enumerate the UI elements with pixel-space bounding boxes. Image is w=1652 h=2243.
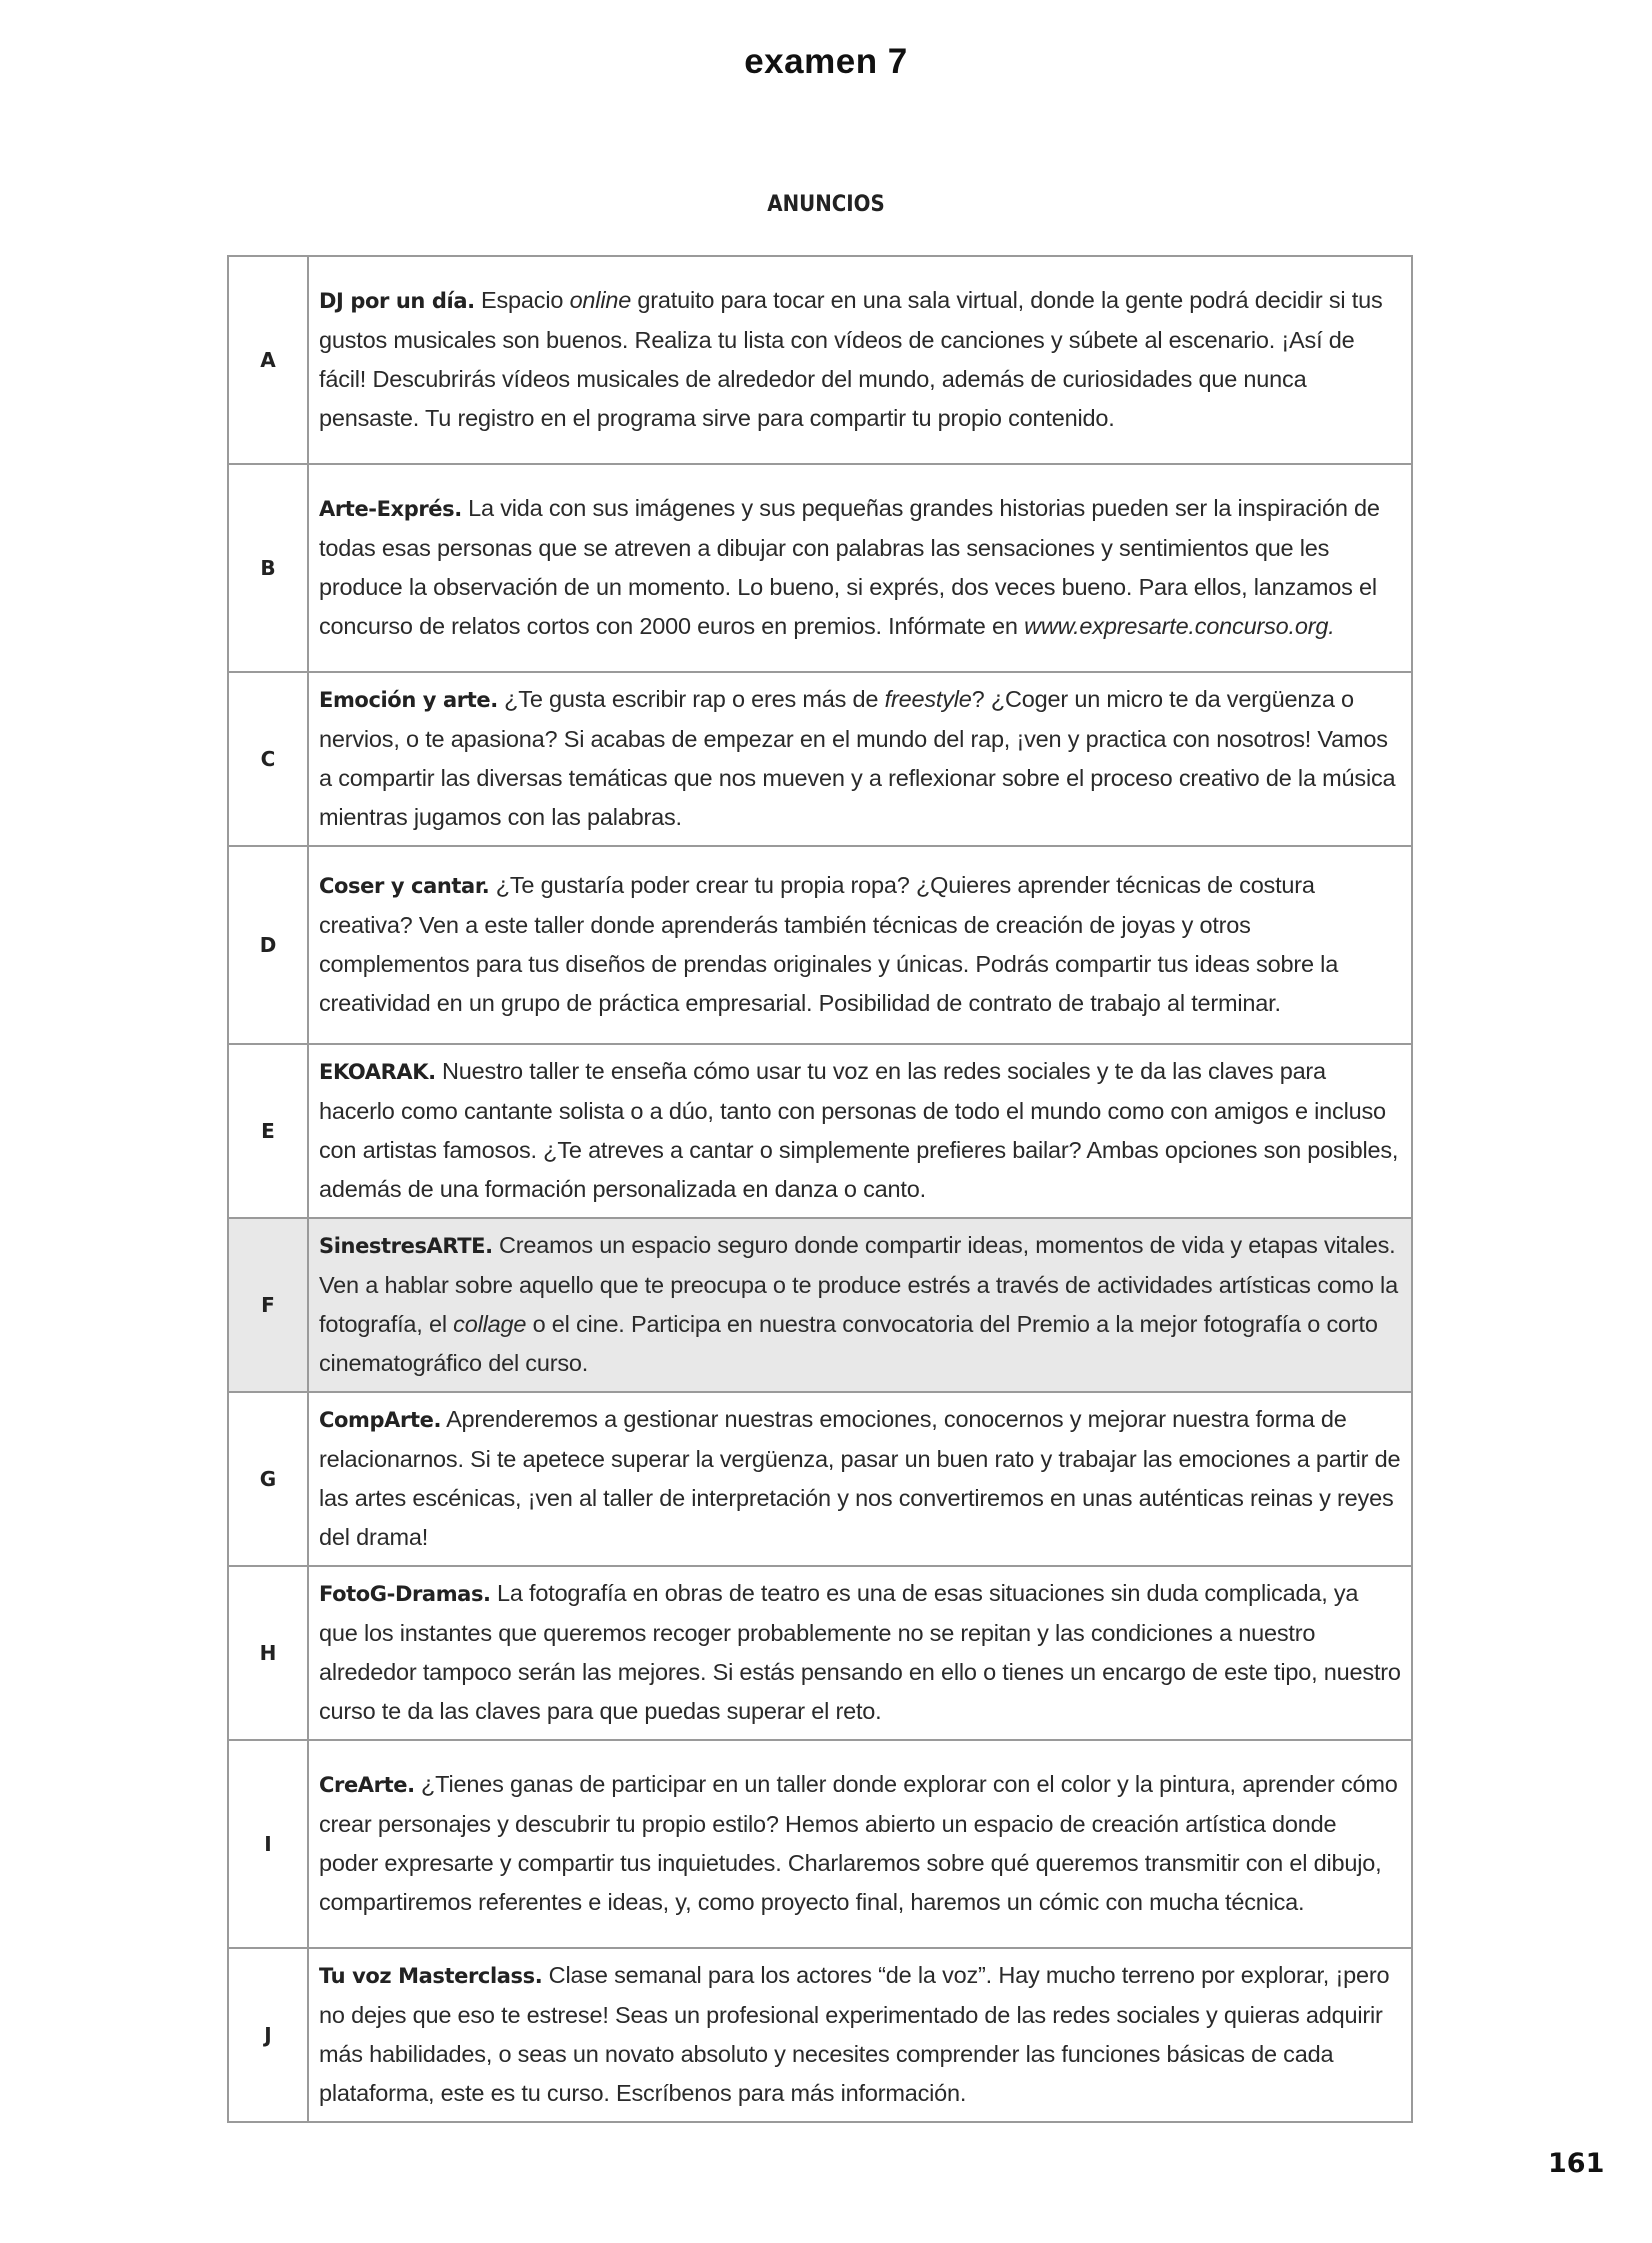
ad-text bbox=[308, 1392, 1412, 1566]
ad-letter: J bbox=[228, 1948, 308, 2122]
ad-body: Espacio bbox=[474, 287, 570, 313]
ad-title: Tu voz Masterclass. bbox=[319, 1964, 543, 1988]
ad-body: o el cine. Participa en nuestra convocatoria del Premio a la mejor fotografía o corto cinematográfico del curso. bbox=[319, 1311, 1378, 1376]
exam-title: examen 7 bbox=[744, 42, 908, 81]
ad-row-g bbox=[228, 1392, 1412, 1566]
ad-body: ¿Te gusta escribir rap o eres más de bbox=[497, 686, 885, 712]
ad-letter: I bbox=[228, 1740, 308, 1948]
ad-body-italic: online bbox=[569, 287, 632, 313]
ad-letter: B bbox=[228, 464, 308, 672]
ad-title: CreArte. bbox=[319, 1773, 415, 1797]
ad-body: ? ¿Coger un micro te da vergüenza o nervios, o te apasiona? Si acabas de empezar en el mundo del rap, ¡ven y practica con nosotros! Vamos a compartir las diversas temáticas que nos mueven y a reflexionar sobre el proceso creativo de la música mientras jugamos con las palabras. bbox=[319, 686, 1396, 830]
ad-body: ¿Tienes ganas de participar en un taller donde explorar con el color y la pintura, aprender cómo crear personajes y descubrir tu propio estilo? Hemos abierto un espacio de creación artística donde poder expresarte y compartir tus inquietudes. Charlaremos sobre qué queremos transmitir con el dibujo, compartiremos referentes e ideas, y, como proyecto final, haremos un cómic con mucha técnica. bbox=[319, 1771, 1398, 1915]
ad-text bbox=[308, 672, 1412, 846]
ad-body: La fotografía en obras de teatro es una de esas situaciones sin duda complicada, ya que los instantes que queremos recoger probablemente no se repitan y las condiciones a nuestro alrededor tampoco serán las mejores. Si estás pensando en ello o tienes un encargo de este tipo, nuestro curso te da las claves para que puedas superar el reto. bbox=[319, 1580, 1401, 1724]
ad-row-f bbox=[228, 1218, 1412, 1392]
ad-letter: E bbox=[228, 1044, 308, 1218]
ad-title: EKOARAK. bbox=[319, 1060, 436, 1084]
ad-body: gratuito para tocar en una sala virtual, donde la gente podrá decidir si tus gustos musicales son buenos. Realiza tu lista con vídeos de canciones y súbete al escenario. ¡Así de fácil! Descubrirás vídeos musicales de alrededor del mundo, además de curiosidades que nunca pensaste. Tu registro en el programa sirve para compartir tu propio contenido. bbox=[319, 287, 1383, 431]
ad-title: Arte-Exprés. bbox=[319, 497, 462, 521]
ad-title: DJ por un día. bbox=[319, 289, 475, 313]
ad-title: SinestresARTE. bbox=[319, 1234, 493, 1258]
ad-row-e bbox=[228, 1044, 1412, 1218]
ad-body-italic: collage bbox=[453, 1311, 527, 1337]
ad-row-b bbox=[228, 464, 1412, 672]
ad-text bbox=[308, 1948, 1412, 2122]
ad-text bbox=[308, 1218, 1412, 1392]
ad-row-c bbox=[228, 672, 1412, 846]
ad-title: CompArte. bbox=[319, 1408, 442, 1432]
ad-title: Coser y cantar. bbox=[319, 874, 490, 898]
ad-body-italic: freestyle bbox=[884, 686, 972, 712]
ad-letter: F bbox=[228, 1218, 308, 1392]
ad-body: Aprenderemos a gestionar nuestras emociones, conocernos y mejorar nuestra forma de relacionarnos. Si te apetece superar la vergüenza, pasar un buen rato y trabajar las emociones a partir de las artes escénicas, ¡ven al taller de interpretación y nos convertiremos en unas auténticas reinas y reyes del drama! bbox=[319, 1406, 1401, 1550]
ad-text bbox=[308, 1044, 1412, 1218]
section-heading: ANUNCIOS bbox=[767, 192, 885, 217]
ad-letter: H bbox=[228, 1566, 308, 1740]
ad-letter: G bbox=[228, 1392, 308, 1566]
ad-title: Emoción y arte. bbox=[319, 688, 498, 712]
ad-body: Creamos un espacio seguro donde compartir ideas, momentos de vida y etapas vitales. Ven a hablar sobre aquello que te preocupa o te produce estrés a través de actividades artísticas como la fotografía, el bbox=[319, 1232, 1398, 1337]
ad-body: Clase semanal para los actores “de la voz”. Hay mucho terreno por explorar, ¡pero no dejes que eso te estrese! Seas un profesional experimentado de las redes sociales y quieras adquirir más habilidades, o seas un novato absoluto y necesites comprender las funciones básicas de cada plataforma, este es tu curso. Escríbenos para más información. bbox=[319, 1962, 1390, 2106]
ad-row-h bbox=[228, 1566, 1412, 1740]
ad-row-j bbox=[228, 1948, 1412, 2122]
ad-letter: C bbox=[228, 672, 308, 846]
ad-body: La vida con sus imágenes y sus pequeñas grandes historias pueden ser la inspiración de todas esas personas que se atreven a dibujar con palabras las sensaciones y sentimientos que les produce la observación de un momento. Lo bueno, si exprés, dos veces bueno. Para ellos, lanzamos el concurso de relatos cortos con 2000 euros en premios. Infórmate en bbox=[319, 495, 1380, 639]
ad-letter: D bbox=[228, 846, 308, 1044]
ads-table bbox=[227, 255, 1413, 2123]
ad-row-a bbox=[228, 256, 1412, 464]
ad-body-italic: www.expresarte.concurso.org. bbox=[1024, 613, 1335, 639]
page-number: 161 bbox=[1548, 2148, 1605, 2179]
ad-text bbox=[308, 256, 1412, 464]
ad-text bbox=[308, 1566, 1412, 1740]
ad-row-i bbox=[228, 1740, 1412, 1948]
ad-letter: A bbox=[228, 256, 308, 464]
ad-text bbox=[308, 846, 1412, 1044]
ad-title: FotoG-Dramas. bbox=[319, 1582, 491, 1606]
ad-row-d bbox=[228, 846, 1412, 1044]
ad-text bbox=[308, 1740, 1412, 1948]
ad-body: Nuestro taller te enseña cómo usar tu voz en las redes sociales y te da las claves para hacerlo como cantante solista o a dúo, tanto con personas de todo el mundo como con amigos e incluso con artistas famosos. ¿Te atreves a cantar o simplemente prefieres bailar? Ambas opciones son posibles, además de una formación personalizada en danza o canto. bbox=[319, 1058, 1399, 1202]
ad-text bbox=[308, 464, 1412, 672]
ad-body: ¿Te gustaría poder crear tu propia ropa? ¿Quieres aprender técnicas de costura creativa? Ven a este taller donde aprenderás también técnicas de creación de joyas y otros complementos para tus diseños de prendas originales y únicas. Podrás compartir tus ideas sobre la creatividad en un grupo de práctica empresarial. Posibilidad de contrato de trabajo al terminar. bbox=[319, 872, 1339, 1016]
